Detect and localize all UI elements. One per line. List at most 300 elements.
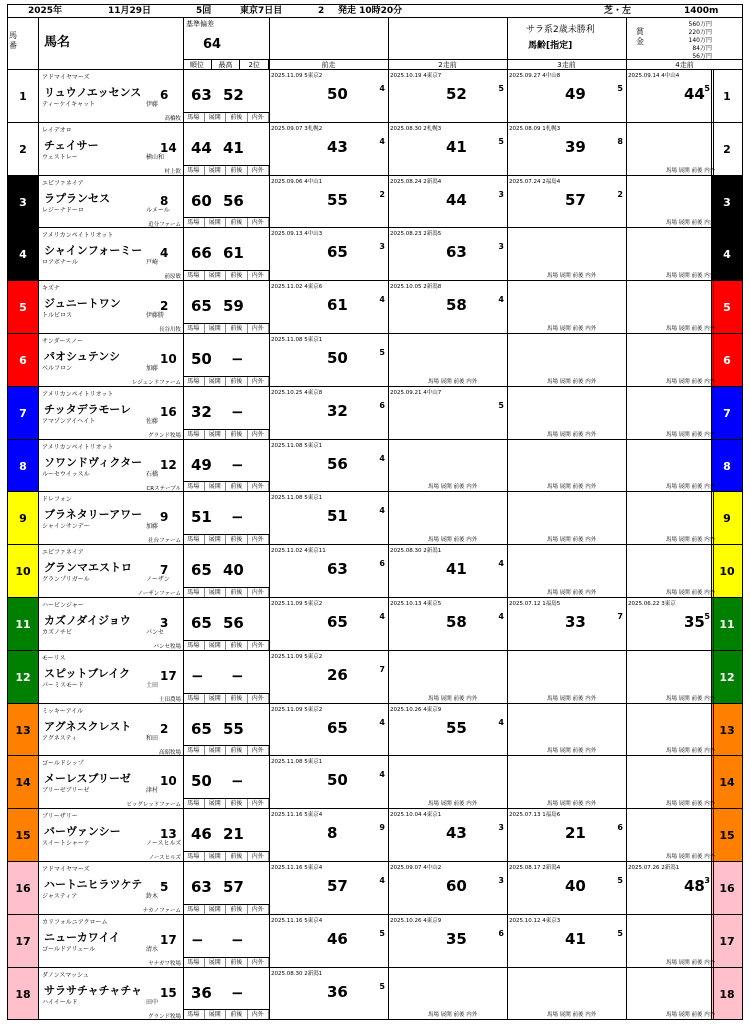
sire-name: アメリカンペイトリオット bbox=[42, 443, 114, 451]
past-empty-labels: 馬場 展開 前後 内外 bbox=[547, 748, 597, 755]
past-race-4 bbox=[626, 176, 714, 228]
past-order: 4 bbox=[379, 453, 385, 463]
second-index: − bbox=[231, 350, 244, 368]
umaban-left: 5 bbox=[19, 301, 27, 315]
best-index: 66 bbox=[191, 244, 212, 263]
past-order: 4 bbox=[379, 770, 385, 780]
past-empty-labels: 馬場 展開 前後 内外 bbox=[547, 801, 597, 808]
track-label: 馬場 bbox=[183, 958, 205, 967]
second-index: − bbox=[231, 772, 244, 791]
past-race-2 bbox=[388, 968, 508, 1020]
race-sheet bbox=[7, 4, 743, 1020]
track-label: 展開 bbox=[205, 799, 227, 808]
owner-name: 高昭牧場 bbox=[158, 749, 181, 756]
past-empty-labels: 馬場 展開 前後 内外 bbox=[666, 589, 716, 596]
past-index: 65 bbox=[327, 718, 348, 737]
umaban-left: 7 bbox=[19, 406, 27, 420]
past-index: 60 bbox=[446, 877, 467, 895]
track-label: 馬場 bbox=[183, 694, 205, 703]
owner-name: レジェンドファーム bbox=[132, 380, 181, 386]
post-time: 発走 10時20分 bbox=[338, 6, 403, 16]
past-order: 6 bbox=[498, 928, 504, 938]
index-cell bbox=[183, 598, 270, 650]
index-cell bbox=[183, 809, 270, 861]
past-empty-labels: 馬場 展開 前後 内外 bbox=[666, 1012, 716, 1019]
horse-row bbox=[7, 281, 743, 334]
past-index: 57 bbox=[327, 877, 348, 895]
track-label: 前後 bbox=[226, 271, 248, 280]
past-date: 2025.09.07 4中山2 bbox=[390, 865, 442, 871]
popularity-rank: 7 bbox=[160, 563, 169, 578]
dam-name: シャインサンデー bbox=[42, 523, 90, 531]
past-date: 2025.10.05 2新潟8 bbox=[390, 284, 442, 291]
distance: 1400m bbox=[684, 6, 719, 16]
popularity-rank: 10 bbox=[160, 774, 177, 789]
sire-name: モーリス bbox=[42, 654, 66, 662]
popularity-rank: 15 bbox=[160, 985, 177, 1000]
track-label: 内外 bbox=[248, 535, 270, 544]
track-label: 展開 bbox=[205, 377, 227, 386]
past-index: 61 bbox=[327, 296, 348, 315]
past-date: 2025.09.21 4中山7 bbox=[390, 389, 442, 396]
past-order: 3 bbox=[704, 876, 710, 885]
past-race-3 bbox=[507, 440, 627, 492]
track-labels bbox=[183, 376, 269, 386]
past-date: 2025.08.30 2新潟1 bbox=[390, 548, 442, 555]
track-label: 展開 bbox=[205, 746, 227, 755]
best-index: 65 bbox=[191, 719, 212, 738]
past-date: 2025.11.16 5東京4 bbox=[271, 865, 323, 871]
past-date: 2025.10.13 4東京5 bbox=[390, 601, 442, 607]
umaban-right: 16 bbox=[719, 882, 735, 895]
track-labels bbox=[183, 165, 269, 175]
best-index: 65 bbox=[191, 297, 212, 316]
past-race-1 bbox=[269, 281, 389, 333]
past-race-2 bbox=[388, 334, 508, 386]
dam-name: ハイイールド bbox=[42, 998, 78, 1006]
umaban-left: 18 bbox=[15, 987, 31, 1001]
past-race-1 bbox=[269, 70, 389, 122]
owner-name: 前原敏 bbox=[164, 274, 181, 281]
past-race-3 bbox=[507, 545, 627, 597]
past-race-2 bbox=[388, 123, 508, 175]
track-label: 内外 bbox=[248, 746, 270, 755]
race-no: 2 bbox=[318, 6, 325, 16]
horse-row bbox=[7, 968, 743, 1021]
track-label: 前後 bbox=[226, 852, 248, 861]
sire-name: ドレフォン bbox=[42, 496, 72, 504]
track-labels bbox=[183, 640, 269, 650]
waku-right bbox=[711, 809, 742, 861]
best-index: 63 bbox=[191, 86, 212, 104]
best-index: 63 bbox=[191, 878, 212, 896]
umaban-left: 3 bbox=[19, 195, 27, 209]
past-order: 3 bbox=[498, 823, 504, 833]
dam-name: ルーセウイッスル bbox=[42, 470, 90, 478]
sire-name: アメリカンペイトリオット bbox=[42, 390, 114, 398]
race-cond: 馬齢[指定] bbox=[528, 41, 573, 51]
horse-row bbox=[7, 440, 743, 493]
past-empty-labels: 馬場 展開 前後 内外 bbox=[666, 748, 716, 755]
popularity-rank: 6 bbox=[160, 88, 169, 102]
best-index: − bbox=[191, 930, 204, 949]
track-label: 前後 bbox=[226, 482, 248, 491]
track-labels bbox=[183, 587, 269, 597]
umaban-right: 10 bbox=[719, 565, 735, 579]
jockey-name: 伊藤勝 bbox=[146, 312, 165, 320]
past-index: 35 bbox=[684, 613, 705, 631]
track-label: 展開 bbox=[205, 694, 227, 703]
sire-name: キズナ bbox=[42, 285, 60, 293]
track-labels bbox=[183, 851, 269, 861]
past-order: 9 bbox=[379, 823, 385, 833]
past-race-4 bbox=[626, 228, 714, 280]
past-index: 58 bbox=[446, 613, 467, 631]
past-date: 2025.08.30 2新潟1 bbox=[271, 970, 323, 977]
track-label: 前後 bbox=[226, 535, 248, 544]
dam-name: ベルフロン bbox=[42, 365, 73, 372]
past-race-2 bbox=[388, 809, 508, 861]
track-label: 展開 bbox=[205, 430, 227, 439]
waku-right bbox=[711, 440, 742, 492]
horse-row bbox=[7, 704, 743, 757]
past-empty-labels: 馬場 展開 前後 内外 bbox=[666, 325, 716, 332]
track-label: 展開 bbox=[205, 166, 227, 175]
track-label: 内外 bbox=[248, 641, 270, 650]
past-order: 5 bbox=[498, 136, 504, 146]
jockey-name: 加藤 bbox=[146, 365, 159, 372]
year: 2025年 bbox=[28, 6, 63, 16]
past-index: 21 bbox=[565, 824, 586, 843]
umaban-right: 11 bbox=[719, 618, 735, 631]
past-race-3 bbox=[507, 176, 627, 228]
waku-left bbox=[8, 123, 39, 175]
track-label: 内外 bbox=[248, 1010, 270, 1019]
waku-left bbox=[8, 915, 39, 967]
past-order: 4 bbox=[379, 717, 385, 727]
umaban-left: 4 bbox=[19, 248, 27, 262]
past-index: 50 bbox=[327, 349, 348, 367]
second-index: − bbox=[231, 930, 244, 949]
track-label: 内外 bbox=[248, 482, 270, 491]
umaban-right: 3 bbox=[723, 195, 731, 209]
past-order: 4 bbox=[379, 136, 385, 146]
track-label: 内外 bbox=[248, 905, 270, 914]
umaban-right: 18 bbox=[719, 987, 735, 1001]
horse-name: リュウノエッセンス bbox=[44, 86, 142, 99]
past-order: 5 bbox=[379, 348, 385, 357]
owner-name: グランド牧場 bbox=[147, 1013, 181, 1020]
past-race-4 bbox=[626, 862, 714, 914]
track-label: 内外 bbox=[248, 799, 270, 808]
past-race-4 bbox=[626, 968, 714, 1020]
sire-name: アドマイヤマーズ bbox=[42, 74, 90, 81]
past-race-3 bbox=[507, 756, 627, 808]
horse-name: アグネスクレスト bbox=[44, 719, 132, 733]
sheet-header bbox=[7, 4, 743, 70]
track-label: 前後 bbox=[226, 377, 248, 386]
past-race-3 bbox=[507, 228, 627, 280]
umaban-left: 13 bbox=[15, 723, 31, 737]
horse-name: バーヴァンシー bbox=[44, 825, 121, 839]
past-order: 3 bbox=[498, 242, 504, 252]
sire-name: カリフォルニアクローム bbox=[42, 918, 108, 926]
index-cell bbox=[183, 756, 270, 808]
past-index: 46 bbox=[327, 929, 348, 948]
waku-right bbox=[711, 651, 742, 703]
past-race-4 bbox=[626, 281, 714, 333]
past-empty-labels: 馬場 展開 前後 内外 bbox=[428, 801, 478, 808]
past-order: 4 bbox=[498, 295, 504, 305]
horse-row bbox=[7, 862, 743, 915]
jockey-name: 佐藤 bbox=[146, 417, 159, 425]
track-label: 展開 bbox=[205, 271, 227, 280]
past-race-2 bbox=[388, 651, 508, 703]
past-race-1 bbox=[269, 756, 389, 808]
past-race-1 bbox=[269, 123, 389, 175]
past-index: 49 bbox=[565, 85, 586, 103]
past-index: 55 bbox=[327, 190, 348, 209]
umaban-left: 1 bbox=[19, 90, 27, 103]
past-index: 40 bbox=[565, 877, 586, 895]
past-order: 4 bbox=[498, 717, 504, 727]
horse-name: シャインフォーミー bbox=[44, 244, 143, 258]
sire-name: ゴールドシップ bbox=[42, 760, 84, 768]
past-date: 2025.11.08 5東京1 bbox=[271, 337, 323, 343]
past-race-4 bbox=[626, 70, 714, 122]
sire-name: アメリカンペイトリオット bbox=[42, 232, 114, 240]
past-empty-labels: 馬場 展開 前後 内外 bbox=[666, 695, 716, 702]
past-order: 3 bbox=[379, 242, 385, 252]
past-race-1 bbox=[269, 176, 389, 228]
track-label: 前後 bbox=[226, 218, 248, 227]
past-header-4: 4走前 bbox=[626, 17, 743, 70]
past-date: 2025.09.06 4中山1 bbox=[271, 178, 323, 185]
sire-name: レイデオロ bbox=[42, 126, 72, 134]
past-empty-labels: 馬場 展開 前後 内外 bbox=[547, 537, 597, 544]
sire-name: エピファネイア bbox=[42, 549, 84, 557]
umaban-right: 5 bbox=[723, 301, 731, 315]
horse-row bbox=[7, 756, 743, 809]
index-cell bbox=[183, 651, 270, 703]
past-race-2 bbox=[388, 704, 508, 756]
past-race-2 bbox=[388, 228, 508, 280]
index-cell bbox=[183, 968, 270, 1020]
track-labels bbox=[183, 270, 269, 280]
past-race-1 bbox=[269, 862, 389, 914]
past-empty-labels: 馬場 展開 前後 内外 bbox=[666, 378, 716, 385]
horse-name: ニューカワイイ bbox=[44, 930, 120, 944]
track-label: 内外 bbox=[248, 694, 270, 703]
past-race-2 bbox=[388, 492, 508, 544]
owner-name: 追分ファーム bbox=[148, 221, 181, 228]
date: 11月29日 bbox=[108, 6, 152, 16]
past-empty-labels: 馬場 展開 前後 内外 bbox=[666, 273, 716, 280]
past-race-4 bbox=[626, 492, 714, 544]
past-order: 4 bbox=[379, 84, 385, 93]
index-cell bbox=[183, 123, 270, 175]
second-index: 52 bbox=[223, 86, 244, 104]
track-labels bbox=[183, 957, 269, 967]
waku-right bbox=[711, 968, 742, 1020]
umaban-left: 6 bbox=[19, 354, 27, 367]
past-order: 4 bbox=[379, 612, 385, 621]
past-empty-labels: 馬場 展開 前後 内外 bbox=[547, 589, 597, 596]
past-date: 2025.08.09 1札幌3 bbox=[509, 125, 561, 132]
past-index: 52 bbox=[446, 85, 467, 103]
horse-name: パオシュテンシ bbox=[44, 350, 120, 363]
past-empty-labels: 馬場 展開 前後 内外 bbox=[428, 378, 478, 385]
past-race-4 bbox=[626, 915, 714, 967]
past-date: 2025.10.25 4東京8 bbox=[271, 389, 323, 396]
jockey-name: 和田 bbox=[146, 734, 159, 742]
umaban-right: 13 bbox=[719, 723, 735, 737]
past-race-3 bbox=[507, 862, 627, 914]
track-label: 前後 bbox=[226, 113, 248, 122]
best-index: 46 bbox=[191, 825, 212, 844]
past-date: 2025.10.19 4東京7 bbox=[390, 73, 442, 79]
owner-name: ビッグレッドファーム bbox=[126, 802, 181, 809]
past-race-4 bbox=[626, 334, 714, 386]
track-label: 前後 bbox=[226, 166, 248, 175]
past-empty-labels: 馬場 展開 前後 内外 bbox=[666, 167, 716, 174]
sire-name: アドマイヤマーズ bbox=[42, 866, 90, 873]
track-label: 展開 bbox=[205, 113, 227, 122]
waku-left bbox=[8, 440, 39, 492]
past-race-3 bbox=[507, 492, 627, 544]
past-order: 5 bbox=[704, 84, 710, 93]
umaban-right: 12 bbox=[719, 670, 735, 684]
popularity-rank: 3 bbox=[160, 616, 169, 630]
horse-row bbox=[7, 545, 743, 598]
surface: 芝・左 bbox=[604, 6, 632, 16]
past-order: 2 bbox=[617, 189, 623, 199]
jockey-name: 石橋 bbox=[146, 470, 159, 478]
owner-name: 土田農場 bbox=[158, 696, 181, 703]
waku-right bbox=[711, 70, 742, 122]
waku-left bbox=[8, 809, 39, 861]
track-label: 内外 bbox=[248, 958, 270, 967]
past-race-4 bbox=[626, 123, 714, 175]
popularity-rank: 8 bbox=[160, 193, 169, 208]
jockey-name: 田中 bbox=[146, 998, 159, 1006]
past-order: 3 bbox=[498, 876, 504, 885]
past-race-1 bbox=[269, 334, 389, 386]
waku-right bbox=[711, 704, 742, 756]
past-order: 4 bbox=[379, 506, 385, 516]
second-index: 41 bbox=[223, 138, 244, 157]
past-order: 5 bbox=[379, 981, 385, 991]
track-label: 内外 bbox=[248, 588, 270, 597]
second-index: 57 bbox=[223, 878, 244, 896]
past-date: 2025.11.08 5東京1 bbox=[271, 495, 323, 502]
past-empty-labels: 馬場 展開 前後 内外 bbox=[547, 431, 597, 438]
dam-name: アグネスティ bbox=[42, 734, 78, 742]
past-order: 5 bbox=[704, 612, 710, 621]
past-index: 65 bbox=[327, 613, 348, 631]
owner-name: ノーザンファーム bbox=[137, 591, 181, 598]
past-empty-labels: 馬場 展開 前後 内外 bbox=[547, 484, 597, 491]
umaban-right: 6 bbox=[723, 354, 731, 367]
past-race-1 bbox=[269, 915, 389, 967]
second-index: − bbox=[231, 666, 244, 685]
past-empty-labels: 馬場 展開 前後 内外 bbox=[547, 378, 597, 385]
past-order: 5 bbox=[617, 876, 623, 885]
track-label: 展開 bbox=[205, 958, 227, 967]
umaban-left: 11 bbox=[15, 618, 31, 631]
past-race-2 bbox=[388, 545, 508, 597]
past-index: 32 bbox=[327, 401, 348, 420]
past-index: 44 bbox=[446, 190, 467, 209]
track-label: 展開 bbox=[205, 218, 227, 227]
waku-right bbox=[711, 334, 742, 386]
umaban-left: 16 bbox=[15, 882, 31, 895]
kai: 5回 bbox=[196, 6, 212, 16]
past-date: 2025.11.08 5東京1 bbox=[271, 442, 323, 449]
past-order: 5 bbox=[617, 928, 623, 938]
track-label: 馬場 bbox=[183, 113, 205, 122]
best-index: 36 bbox=[191, 983, 212, 1002]
track-labels bbox=[183, 217, 269, 227]
popularity-rank: 17 bbox=[160, 668, 177, 683]
past-date: 2025.08.17 2新潟4 bbox=[509, 865, 561, 871]
track-labels bbox=[183, 1009, 269, 1019]
past-index: 50 bbox=[327, 771, 348, 790]
past-race-1 bbox=[269, 968, 389, 1020]
horse-name-header: 馬名 bbox=[38, 17, 184, 70]
past-order: 7 bbox=[617, 612, 623, 621]
horse-row bbox=[7, 651, 743, 704]
past-race-3 bbox=[507, 704, 627, 756]
past-date: 2025.11.09 5東京2 bbox=[271, 73, 323, 79]
past-date: 2025.11.09 5東京2 bbox=[271, 653, 323, 660]
past-index: 63 bbox=[327, 560, 348, 579]
past-empty-labels: 馬場 展開 前後 内外 bbox=[428, 537, 478, 544]
popularity-rank: 17 bbox=[160, 932, 177, 947]
dam-name: スイートシャーケ bbox=[42, 840, 90, 848]
track-label: 前後 bbox=[226, 430, 248, 439]
past-index: 41 bbox=[446, 137, 467, 156]
index-cell bbox=[183, 176, 270, 228]
past-race-3 bbox=[507, 651, 627, 703]
past-race-2 bbox=[388, 70, 508, 122]
past-race-1 bbox=[269, 440, 389, 492]
race-name: サラ系2歳未勝利 bbox=[526, 25, 595, 35]
past-empty-labels: 馬場 展開 前後 内外 bbox=[547, 695, 597, 702]
waku-right bbox=[711, 228, 742, 280]
best-index: 65 bbox=[191, 561, 212, 580]
track-label: 前後 bbox=[226, 324, 248, 333]
second-index: 55 bbox=[223, 719, 244, 738]
track-label: 内外 bbox=[248, 377, 270, 386]
past-race-1 bbox=[269, 704, 389, 756]
past-date: 2025.10.26 4東京9 bbox=[390, 917, 442, 924]
past-index: 39 bbox=[565, 137, 586, 156]
past-index: 65 bbox=[327, 243, 348, 262]
index-cell bbox=[183, 862, 270, 914]
umaban-right: 4 bbox=[723, 248, 731, 262]
past-index: 43 bbox=[446, 824, 467, 843]
second-index: 56 bbox=[223, 614, 244, 632]
waku-left bbox=[8, 387, 39, 439]
past-race-3 bbox=[507, 281, 627, 333]
dam-name: ゴールドアリュール bbox=[42, 945, 96, 953]
past-index: 26 bbox=[327, 665, 348, 684]
horse-name: チッタデラモーレ bbox=[44, 402, 132, 416]
horse-name: カズノダイジョウ bbox=[44, 614, 131, 627]
past-header-3: 3走前 bbox=[507, 17, 627, 70]
waku-left bbox=[8, 598, 39, 650]
